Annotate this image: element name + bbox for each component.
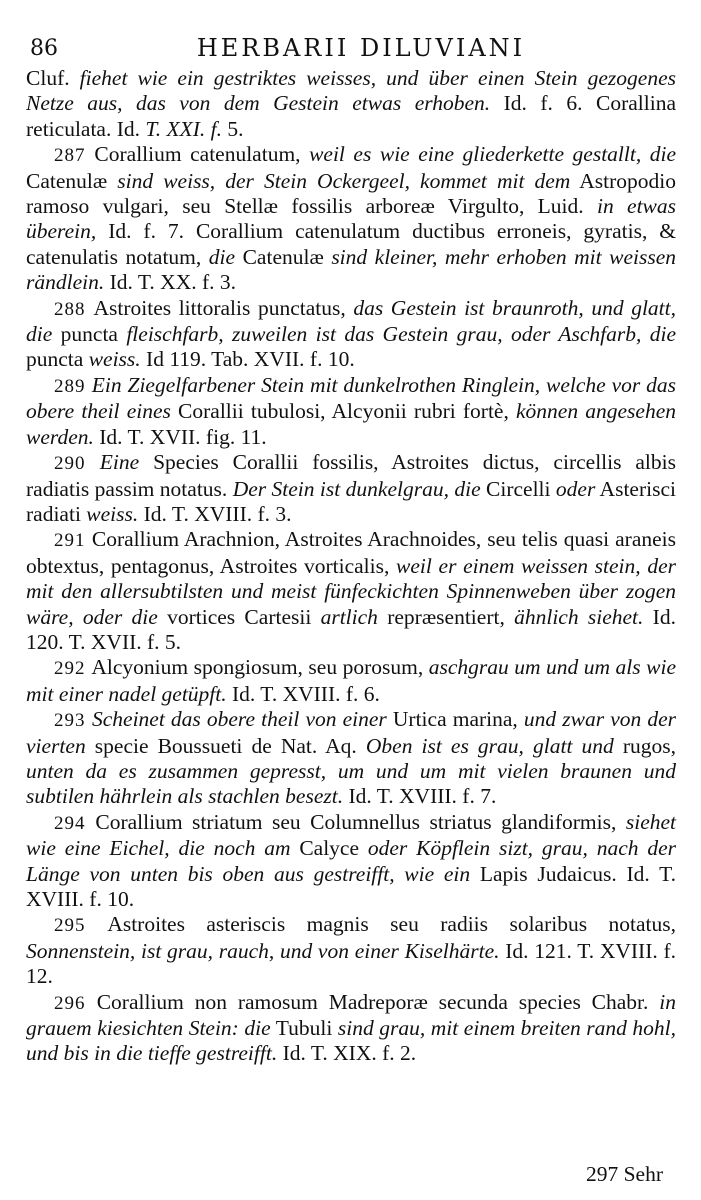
latin-text: Corallii tubulosi, Alcyonii rubri fortè, xyxy=(170,399,516,424)
german-text: weiss. xyxy=(86,501,139,526)
latin-text: Id. T. XVIII. f. 7. xyxy=(343,784,497,809)
german-text: sind kleiner, mehr erhoben mit weissen rändlein. xyxy=(26,244,676,295)
book-page xyxy=(26,30,676,1067)
entry xyxy=(26,707,676,810)
german-text: weil es wie eine gliederkette gestallt, die xyxy=(309,142,677,167)
latin-text: 5. xyxy=(222,116,244,141)
latin-text: specie Boussueti de Nat. Aq. xyxy=(85,733,366,758)
german-text: weiss. xyxy=(88,347,141,372)
latin-text: repræsentiert, xyxy=(377,604,515,629)
entry-number: 293 xyxy=(54,710,92,732)
german-text: Sonnenstein, ist grau, rauch, und von einer Kiselhärte. xyxy=(26,938,500,963)
latin-text: Id. T. XVII. fig. 11. xyxy=(93,424,267,449)
german-text: können angesehen werden. xyxy=(26,399,676,449)
latin-text: Id. 120. T. XVII. f. 5. xyxy=(26,604,676,654)
entry-number: 292 xyxy=(54,658,92,680)
german-text: T. XXI. f. xyxy=(145,116,223,141)
german-text: aschgrau um und um als wie mit einer nadel getüpft. xyxy=(26,655,676,706)
entry xyxy=(26,527,676,655)
german-text: das Gestein ist braunroth, und glatt, die xyxy=(26,295,677,347)
entry-number: 294 xyxy=(54,812,96,834)
latin-text: Circelli xyxy=(480,476,556,501)
latin-text: Id. T. XVIII. f. 6. xyxy=(226,681,380,706)
latin-text: Id. T. XVIII. f. 3. xyxy=(138,501,292,526)
german-text: Oben ist es grau, glatt und xyxy=(365,733,614,758)
latin-text: Alcyonium spongiosum, seu porosum, xyxy=(91,655,429,680)
latin-text: Lapis Judaicus. Id. T. XVIII. f. 10. xyxy=(26,861,676,911)
latin-text: puncta xyxy=(26,347,89,372)
entry xyxy=(26,373,676,450)
german-text: sind grau, mit einem breiten rand hohl, und bis in die tieffe gestreifft. xyxy=(26,1016,677,1066)
german-text: oder Köpflein sizt, grau, nach der Länge von unten bis oben aus gestreifft, wie ein xyxy=(26,836,677,886)
german-text: weil er einem weissen stein, der mit den allersubtilsten und meist fünfeckichten Spinnenweben über zogen wäre, oder die xyxy=(26,553,676,629)
german-text: Ein Ziegelfarbener Stein mit dunkelrothen Ringlein, welche vor das obere theil eines xyxy=(26,372,677,424)
entry-number: 296 xyxy=(54,992,97,1014)
latin-text: Catenulæ xyxy=(26,168,118,193)
latin-text: Cluf. xyxy=(26,66,80,90)
entry-number: 287 xyxy=(54,145,95,167)
latin-text: Tubuli xyxy=(270,1016,338,1041)
latin-text: Id. f. 6. Corallina reticulata. Id. xyxy=(26,91,677,141)
latin-text: puncta xyxy=(52,322,127,347)
latin-text: rugos, xyxy=(613,733,676,758)
entry-number: 290 xyxy=(54,453,100,475)
german-text: artlich xyxy=(320,604,378,629)
german-text: und zwar von der vierten xyxy=(26,707,676,758)
german-text: siehet wie eine Eichel, die noch am xyxy=(26,809,677,861)
entry xyxy=(26,990,676,1067)
page-number: 86 xyxy=(30,36,58,61)
catchword: 297 Sehr xyxy=(585,1162,663,1186)
german-text: sind weiss, der Stein Ockergeel, kommet mit dem xyxy=(117,168,571,193)
german-text: oder xyxy=(555,476,596,501)
german-text: fiehet wie ein gestriktes weisses, und über einen Stein gezogenes Netze aus, das von dem Gestein etwas erhoben. xyxy=(26,66,676,116)
latin-text: Corallium catenulatum, xyxy=(94,142,310,167)
german-text: Der Stein ist dunkelgrau, die xyxy=(232,476,481,501)
latin-text: Urtica marina, xyxy=(386,707,524,732)
entry xyxy=(26,655,676,707)
latin-text: Id. f. 7. Corallium catenulatum ductibus erroneis, gyratis, & catenulatis notatum, xyxy=(26,219,676,269)
entry-number: 291 xyxy=(54,530,92,552)
german-text: in grauem kiesichten Stein: die xyxy=(26,989,676,1041)
latin-text: Species Corallii fossilis, Astroites dictus, circellis albis radiatis passim notatus. xyxy=(26,450,676,501)
latin-text: Id. T. XX. f. 3. xyxy=(104,270,237,295)
latin-text: Corallium Arachnion, Astroites Arachnoides, seu telis quasi araneis obtextus, pentagonus, Astroites vorticalis, xyxy=(26,527,676,578)
latin-text: Astroites littoralis punctatus, xyxy=(93,295,354,320)
german-text: in etwas überein, xyxy=(26,194,676,244)
entry-number: 295 xyxy=(54,915,108,937)
german-text: ähnlich siehet. xyxy=(514,604,644,629)
latin-text: Asterisci radiati xyxy=(26,476,676,526)
latin-text: Id. T. XIX. f. 2. xyxy=(277,1041,417,1066)
latin-text: Calyce xyxy=(290,836,368,861)
entry xyxy=(26,450,676,527)
german-text: unten da es zusammen gepresst, um und um mit vielen braunen und subtilen hährlein als stachlen besezt. xyxy=(26,758,676,809)
page-body xyxy=(26,66,676,1067)
german-text: Scheinet das obere theil von einer xyxy=(91,707,387,732)
entry-number: 288 xyxy=(54,298,94,320)
german-text: Eine xyxy=(99,450,140,475)
running-head: HERBARII DILUVIANI xyxy=(196,34,526,62)
entry-number: 289 xyxy=(54,375,92,397)
latin-text: Corallium non ramosum Madreporæ secunda species Chabr. xyxy=(96,989,660,1014)
page-header xyxy=(26,30,676,62)
latin-text: Corallium striatum seu Columnellus striatus glandiformis, xyxy=(95,809,626,834)
entry xyxy=(26,296,676,373)
german-text: die xyxy=(208,244,236,269)
entry xyxy=(26,142,676,295)
latin-text: Catenulæ xyxy=(235,244,332,269)
entry xyxy=(26,66,676,142)
latin-text: Id 119. Tab. XVII. f. 10. xyxy=(140,347,355,372)
entry xyxy=(26,810,676,913)
latin-text: Id. 121. T. XVIII. f. 12. xyxy=(26,938,676,989)
latin-text: Astropodio ramoso vulgari, seu Stellæ fossilis arboreæ Virgulto, Luid. xyxy=(26,168,676,219)
entry xyxy=(26,912,676,989)
latin-text: vortices Cartesii xyxy=(157,604,321,629)
german-text: fleischfarb, zuweilen ist das Gestein grau, oder Aschfarb, die xyxy=(126,322,676,347)
latin-text: Astroites asteriscis magnis seu radiis solaribus notatus, xyxy=(107,912,676,937)
